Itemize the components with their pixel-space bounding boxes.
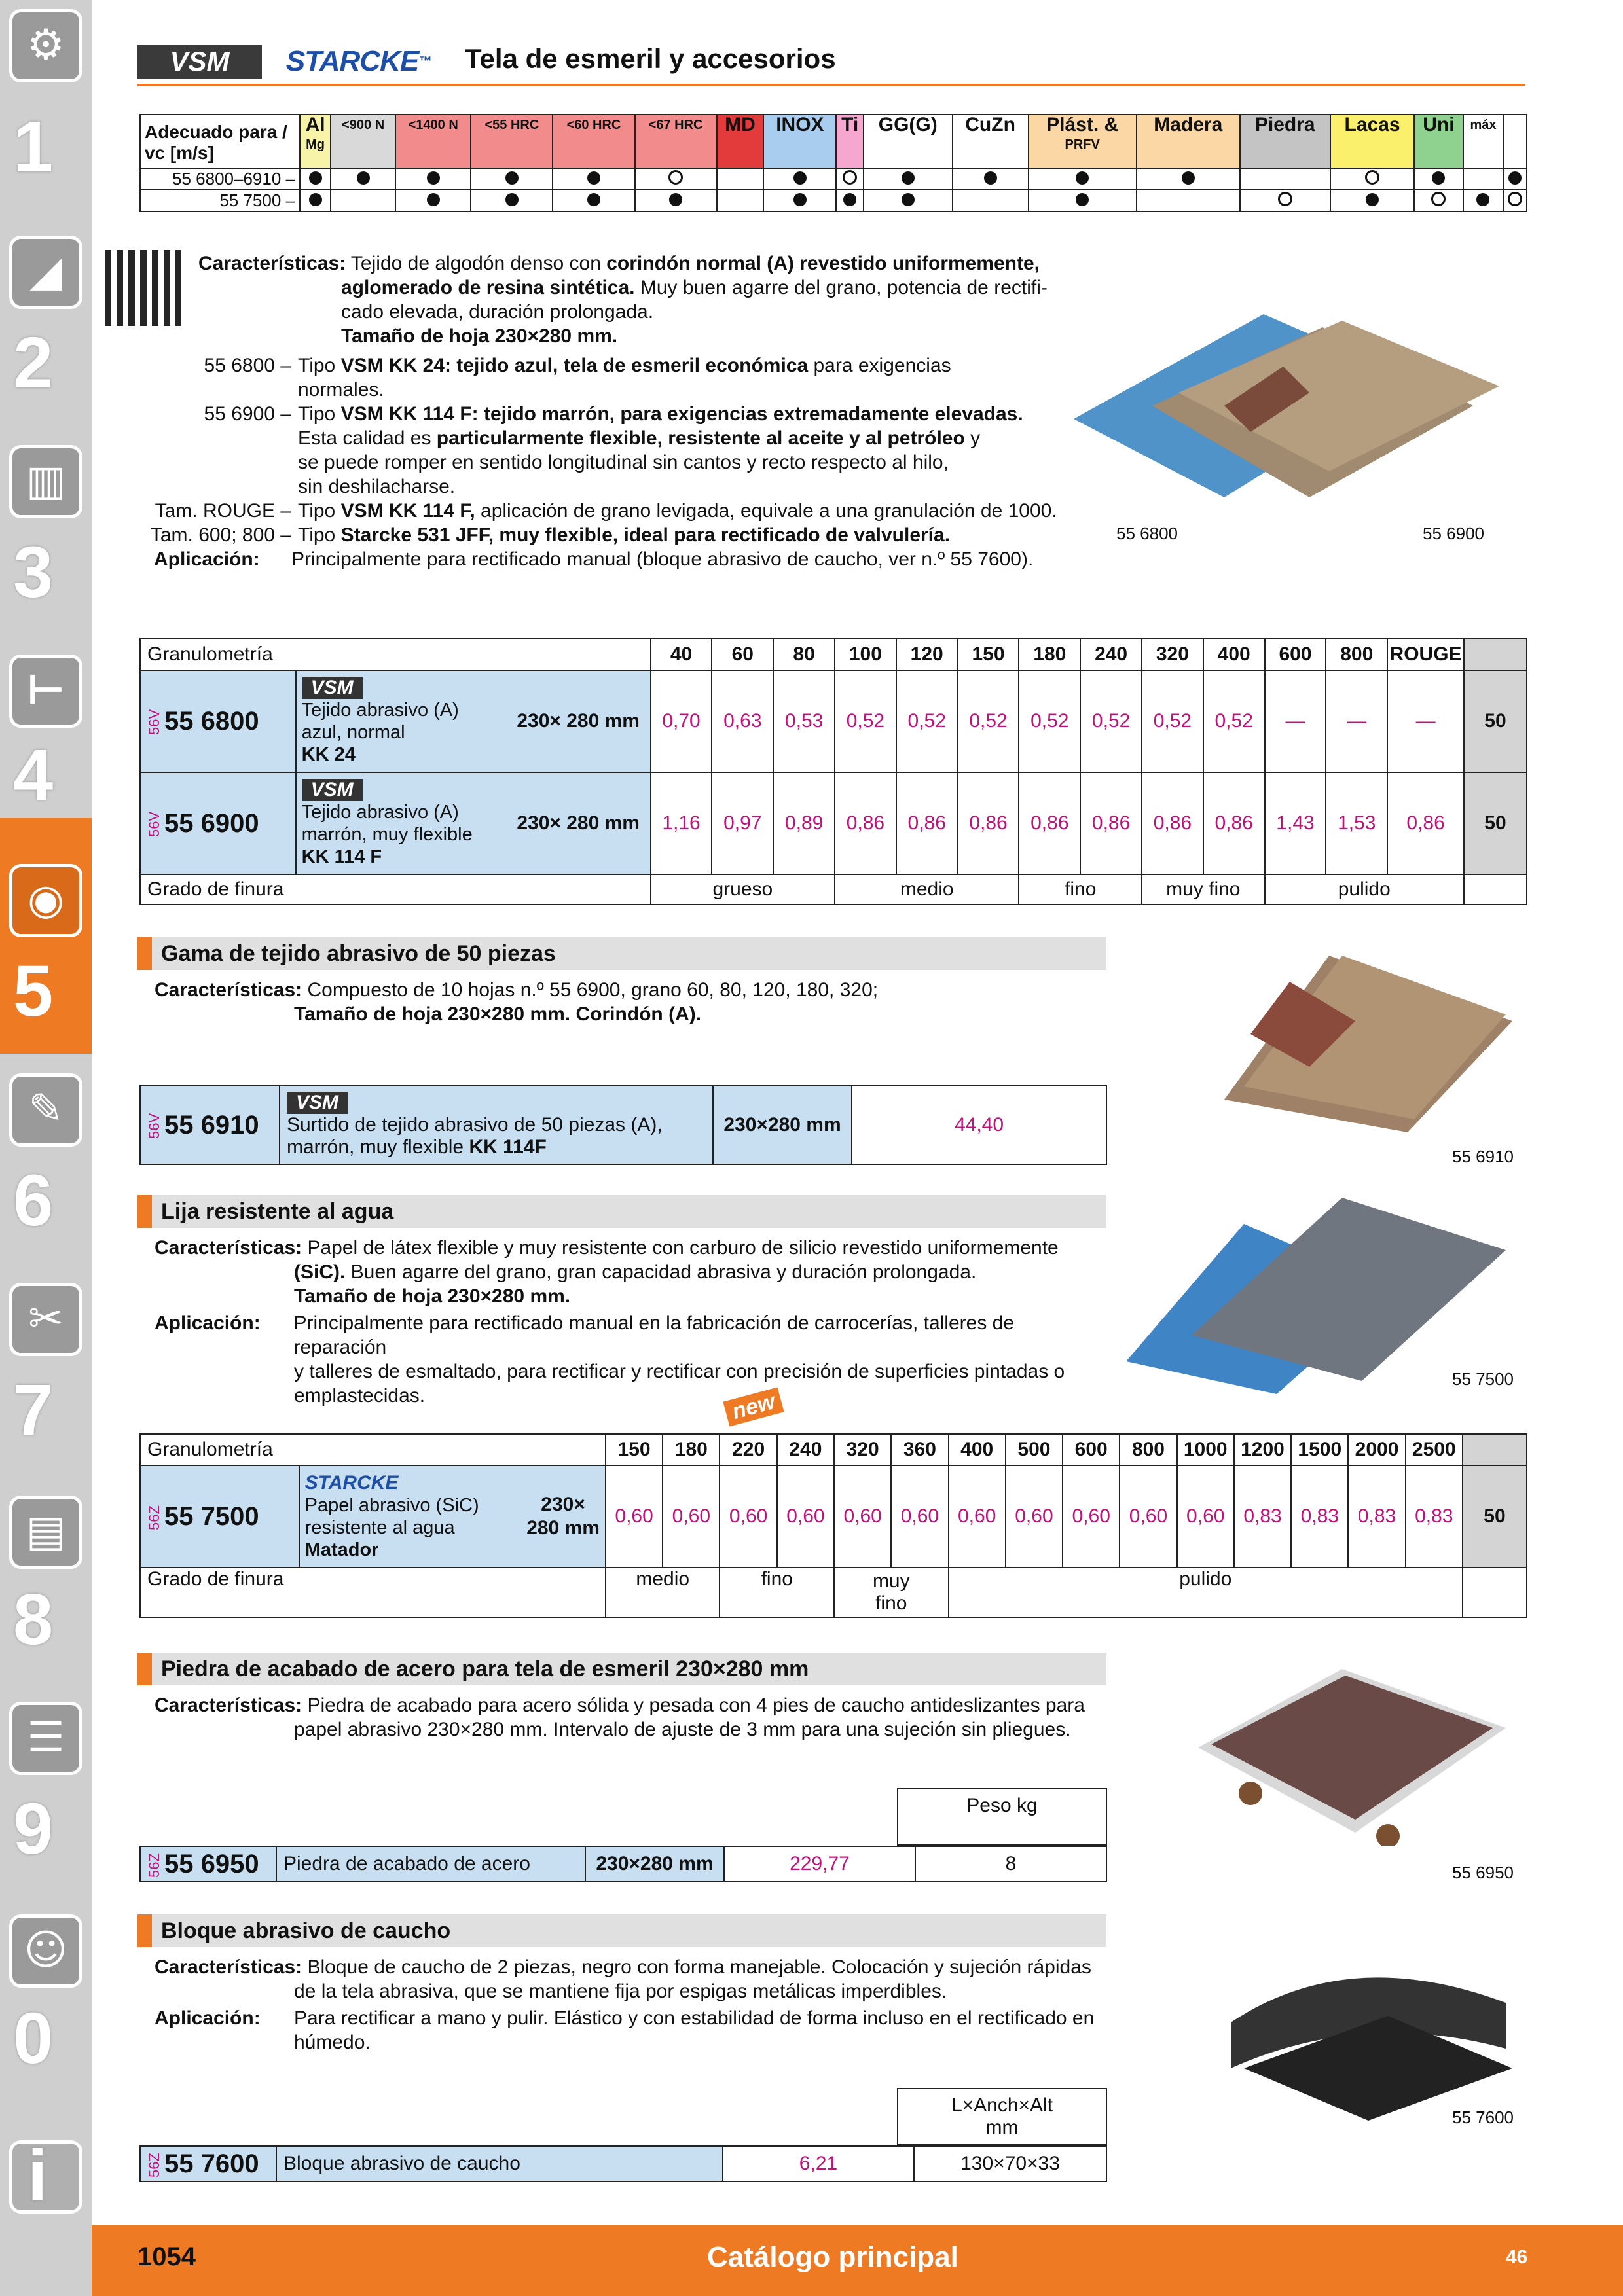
chapter-tab-2[interactable] [0,216,92,425]
drill-icon: ⚙ [9,9,82,82]
price: 229,77 [724,1846,915,1882]
price: 0,86 [1142,772,1203,874]
price: 1,53 [1326,772,1387,874]
product-row: 56V55 6800 VSM Tejido abrasivo (A) azul, normal KK 24 230× 280 mm 0,70 0,63 0,53 0,52 0,52 0,52 0,52 0,52 0,52 0,52 — — — 50 [140,670,1527,772]
suitable-dot-icon [505,193,519,206]
suitable-dot-icon [1182,171,1195,185]
suitability-row-label: 55 6800–6910 – [140,168,300,190]
suitable-dot-icon [1076,193,1089,206]
suitability-label: Adecuado para / vc [m/s] [140,115,300,168]
article-number: 55 7500 [164,1501,259,1531]
photo-caption: 55 7600 [1452,2108,1514,2127]
article-number: 55 7600 [164,2149,259,2178]
chapter-tab-3[interactable] [0,425,92,635]
material-column-2: <1400 N [395,115,471,168]
grit-size: 2000 [1348,1434,1405,1465]
suitable-dot-icon [427,193,440,206]
price: 0,52 [896,670,958,772]
description-block: Características: Tejido de algodón denso con corindón normal (A) revestido uniformemente, aglomerado de resina sintética. Muy buen agarre del grano, potencia de rectifi- cado elevada, duración prolongada. Tamaño de hoja 230×280 mm. [198,253,1048,347]
conditionally-suitable-icon [668,170,683,185]
grit-size: 240 [777,1434,834,1465]
vsm-logo: VSM [302,677,363,699]
chapter-tab-6[interactable] [0,1060,92,1270]
price: 0,52 [835,670,896,772]
chapter-tab-0[interactable] [0,1898,92,2108]
fineness-label: Grado de finura [140,874,651,905]
catalog-title: Catálogo principal [707,2241,958,2273]
supplier-code: 56Z [146,1505,162,1530]
suitable-dot-icon [1508,171,1522,185]
price: 0,83 [1291,1465,1348,1568]
section-description: Características: Compuesto de 10 hojas n.º 55 6900, grano 60, 80, 120, 180, 320; Tamaño de hoja 230×280 mm. Corindón (A). [155,979,879,1025]
photo-caption: 55 6910 [1452,1147,1514,1166]
grit-size: 600 [1265,639,1326,670]
chapter-number: 3 [13,532,54,613]
material-column-12: Madera [1137,115,1240,168]
suitability-row-label: 55 7500 – [140,190,300,211]
price: 0,86 [896,772,958,874]
price: 1,43 [1265,772,1326,874]
conditionally-suitable-icon [1278,192,1292,206]
suitable-dot-icon [1432,171,1445,185]
grit-size: ROUGE [1387,639,1464,670]
grit-header-label: Granulometría [140,1434,606,1465]
section-header: Lija resistente al agua [137,1195,1106,1228]
price: 0,97 [712,772,773,874]
grit-size: 240 [1080,639,1142,670]
chapter-tab-7[interactable] [0,1270,92,1479]
suitable-dot-icon [1366,193,1379,206]
price: 0,53 [773,670,835,772]
conditionally-suitable-icon [1508,192,1522,206]
material-column-15: Uni [1414,115,1463,168]
workshop-cabinet-icon: ☰ [9,1702,82,1775]
suitable-dot-icon [587,171,600,185]
page-title: Tela de esmeril y accesorios [465,43,836,74]
price-table-paper [139,1433,1527,1618]
article-number: 55 6900 [164,808,259,838]
safety-icon: ☺ [9,1914,82,1988]
grit-size: 80 [773,639,835,670]
suitable-dot-icon [902,171,915,185]
price: 0,63 [712,670,773,772]
price: 0,86 [1080,772,1142,874]
price: 0,60 [949,1465,1006,1568]
material-column-0: Al Mg [300,115,331,168]
material-column-3: <55 HRC [471,115,553,168]
grit-size: 120 [896,639,958,670]
grit-size: 60 [712,639,773,670]
waterproof-paper-photo [1113,1198,1519,1394]
grit-size: 1500 [1291,1434,1348,1465]
suitable-dot-icon [309,171,322,185]
chapter-tab-1[interactable] [0,0,92,209]
info-letter: i [27,2136,48,2216]
grit-header-label: Granulometría [140,639,651,670]
suitable-dot-icon [1076,171,1089,185]
grit-size: 2500 [1406,1434,1463,1465]
grit-size: 800 [1326,639,1387,670]
chapter-tab-9[interactable] [0,1689,92,1898]
grit-size: 400 [949,1434,1006,1465]
hand-tools-icon: ✎ [9,1073,82,1147]
weight: 8 [915,1846,1106,1882]
suitable-dot-icon [505,171,519,185]
chapter-tab-info[interactable] [0,2121,92,2225]
fineness-grade: muy fino [1142,874,1265,905]
suitable-dot-icon [793,171,807,185]
price: 0,60 [663,1465,720,1568]
chapter-sidebar [0,0,92,2296]
grit-size: 40 [651,639,712,670]
material-column-17 [1503,115,1527,168]
toolbox-icon: ▤ [9,1496,82,1569]
grit-header-row [140,639,1527,670]
photo-caption: 55 6950 [1452,1863,1514,1882]
chapter-number: 5 [13,951,54,1031]
price: 0,60 [834,1465,891,1568]
price: 0,86 [958,772,1019,874]
suitability-row [140,168,1527,190]
suitable-dot-icon [843,193,856,206]
section-header: Bloque abrasivo de caucho [137,1914,1106,1947]
grit-size: 360 [891,1434,948,1465]
chapter-tab-8[interactable] [0,1479,92,1689]
section-description: Características: Bloque de caucho de 2 piezas, negro con forma manejable. Colocación y sujeción rápidas de la tela abrasiva, que se mantiene fija por espigas metálicas imperdibles. Aplicación: Para rectificar a mano y pulir. Elástico y con estabilidad de forma incluso en el rectificado en húmedo. [155,1956,1095,2053]
price: — [1387,670,1464,772]
chapter-number: 2 [13,323,54,403]
price: 0,70 [651,670,712,772]
suitable-dot-icon [1476,193,1489,206]
grit-size: 1200 [1234,1434,1291,1465]
price: 0,52 [1080,670,1142,772]
fineness-grade: pulido [949,1568,1463,1617]
article-number: 55 6800 [164,706,259,736]
vsm-logo: VSM [302,779,363,801]
conditionally-suitable-icon [843,170,857,185]
grit-size: 150 [958,639,1019,670]
photo-caption: 55 6800 [1116,524,1178,543]
fineness-grade: fino [720,1568,834,1617]
material-column-4: <60 HRC [553,115,634,168]
price: 0,83 [1234,1465,1291,1568]
suitable-dot-icon [309,193,322,206]
sheet-size: 230× 280 mm [521,1465,606,1568]
page-header [137,39,1525,85]
qr-code[interactable] [105,250,181,326]
material-column-1: <900 N [331,115,395,168]
pack-quantity-icon [1464,639,1527,670]
price: 1,16 [651,772,712,874]
fineness-label: Grado de finura [140,1568,606,1617]
material-column-10: CuZn [953,115,1029,168]
chapter-number: 4 [13,735,54,816]
price: 0,60 [1063,1465,1120,1568]
article-number: 55 6910 [164,1110,259,1139]
chapter-page-number: 46 [1506,2246,1528,2268]
abrasive-set-photo [1211,942,1519,1139]
grit-size: 1000 [1177,1434,1234,1465]
grit-size: 100 [835,639,896,670]
price: 0,60 [1177,1465,1234,1568]
material-column-16: máx [1463,115,1504,168]
photo-caption: 55 6900 [1423,524,1484,543]
price: — [1326,670,1387,772]
grit-size: 220 [720,1434,776,1465]
chapter-number: 7 [13,1370,54,1450]
measuring-icon: ⊢ [9,655,82,728]
conditionally-suitable-icon [1365,170,1379,185]
chapter-number: 8 [13,1579,54,1660]
product-row: 56Z55 7500 STARCKE Papel abrasivo (SiC) resistente al agua Matador 230× 280 mm 0,60 0,60 0,60 0,60 0,60 0,60 0,60 0,60 0,60 0,60 0,60 0,83 0,83 0,83 0,83 50 [140,1465,1527,1568]
starcke-logo: STARCKE™ [285,45,431,77]
pliers-icon: ✂ [9,1283,82,1356]
emery-cloth-photo [1048,288,1519,524]
material-column-8: Ti [836,115,863,168]
chapter-number: 9 [13,1789,54,1869]
suitable-dot-icon [984,171,997,185]
dimension-header: L×Anch×Alt mm [897,2088,1107,2145]
finishing-stone-photo [1192,1662,1519,1846]
price-table-cloth [139,638,1527,905]
grit-size: 320 [834,1434,891,1465]
price: 0,83 [1406,1465,1463,1568]
price: 0,52 [1203,670,1265,772]
product-row: 56V55 6900 VSM Tejido abrasivo (A) marrón, muy flexible KK 114 F 230× 280 mm 1,16 0,97 0,89 0,86 0,86 0,86 0,86 0,86 0,86 0,86 1,43 1,53 0,86 50 [140,772,1527,874]
price: 44,40 [852,1086,1106,1164]
material-column-9: GG(G) [864,115,953,168]
material-column-14: Lacas [1330,115,1414,168]
chapter-number: 0 [13,1998,54,2079]
price: 0,60 [720,1465,776,1568]
type-list: 55 6800 – Tipo VSM KK 24: tejido azul, tela de esmeril económica para exigencias normales. 55 6900 – Tipo VSM KK 114 F: tejido marrón, para exigencias extremadamente elevadas. Esta calidad es particularmente flexible, resistente al aceite y al petróleo y se puede romper en sentido longitudinal sin cantos y recto respecto al hilo, sin deshilacharse. Tam. ROUGE – Tipo VSM KK 114 F, aplicación de grano levigada, equivale a una granulación de 1000. Tam. 600; 800 – Tipo Starcke 531 JFF, muy flexible, ideal para rectificado de valvulería. Aplicación: Principalmente para rectificado manual (bloque abrasivo de caucho, ver n.º 55 7600). [150,355,1057,570]
price: 6,21 [723,2146,914,2181]
page-footer [92,2225,1623,2296]
rubber-block-photo [1218,1937,1519,2127]
vsm-logo: VSM [287,1092,348,1114]
suitable-dot-icon [587,193,600,206]
conditionally-suitable-icon [1431,192,1446,206]
grit-size: 600 [1063,1434,1120,1465]
photo-caption: 55 7500 [1452,1369,1514,1389]
suitable-dot-icon [669,193,682,206]
vsm-logo: VSM [137,45,262,79]
price-table-set: 56V55 6910 VSM Surtido de tejido abrasivo de 50 piezas (A), marrón, muy flexible KK 114F 230×280 mm 44,40 [139,1085,1107,1165]
pack-quantity: 50 [1463,1465,1527,1568]
price: 0,52 [1019,670,1080,772]
chapter-tab-5[interactable] [0,818,92,1054]
header-rule [137,84,1525,86]
fineness-grade: fino [1019,874,1142,905]
price: 0,89 [773,772,835,874]
suitable-dot-icon [427,171,440,185]
grit-size: 150 [606,1434,663,1465]
price: 0,60 [1006,1465,1063,1568]
pack-quantity: 50 [1464,670,1527,772]
page-number: 1054 [137,2242,196,2271]
price: 0,83 [1348,1465,1405,1568]
suitability-table [139,114,1527,212]
grit-size: 320 [1142,639,1203,670]
grit-size: 180 [1019,639,1080,670]
sheet-size: 230× 280 mm [507,772,651,874]
suitability-row [140,190,1527,211]
chapter-number: 6 [13,1160,54,1241]
supplier-code: 56V [146,709,162,735]
price: 0,86 [835,772,896,874]
sheet-size: 230× 280 mm [507,670,651,772]
chapter-number: 1 [13,107,54,187]
article-number: 55 6950 [164,1849,259,1878]
section-description: Características: Papel de látex flexible y muy resistente con carburo de silicio revestido uniformemente (SiC). Buen agarre del grano, gran capacidad abrasiva y duración prolongada. Tamaño de hoja 230×280 mm. Aplicación: Principalmente para rectificado manual en la fabricación de carrocerías, talleres de reparación y talleres de esmaltado, para rectificar y rectificar con precisión de superficies pintadas o emplastecidas. [155,1237,1065,1407]
price: 0,86 [1387,772,1464,874]
fineness-grade: grueso [651,874,835,905]
price: 0,60 [1120,1465,1176,1568]
material-column-11: Plást. & PRFV [1029,115,1137,168]
section-header: Piedra de acabado de acero para tela de esmeril 230×280 mm [137,1653,1106,1685]
price: — [1265,670,1326,772]
grit-size: 180 [663,1434,720,1465]
pack-quantity: 50 [1464,772,1527,874]
fineness-row [140,1568,1527,1617]
price: 0,60 [891,1465,948,1568]
fineness-row [140,874,1527,905]
starcke-logo: STARCKE [304,1472,399,1494]
price-table-stone: 56Z55 6950 Piedra de acabado de acero 230×280 mm 229,77 8 [139,1846,1107,1882]
fineness-grade: medio [835,874,1019,905]
grit-size: 500 [1006,1434,1063,1465]
price: 0,60 [606,1465,663,1568]
price: 0,60 [777,1465,834,1568]
section-header: Gama de tejido abrasivo de 50 piezas [137,937,1106,970]
suitable-dot-icon [902,193,915,206]
material-column-5: <67 HRC [635,115,717,168]
grinding-disc-icon: ◉ [9,864,82,937]
price-table-block: 56Z55 7600 Bloque abrasivo de caucho 6,21 130×70×33 [139,2145,1107,2182]
suitable-dot-icon [357,171,370,185]
dimensions: 130×70×33 [914,2146,1106,2181]
price: 0,86 [1203,772,1265,874]
section-description: Características: Piedra de acabado para acero sólida y pesada con 4 pies de caucho antideslizantes para papel abrasivo 230×280 mm. Intervalo de ajuste de 3 mm para una sujeción sin pliegues. [155,1695,1085,1740]
grit-size: 400 [1203,639,1265,670]
price: 0,52 [1142,670,1203,772]
fineness-grade: muy fino [834,1568,949,1617]
grit-size: 800 [1120,1434,1176,1465]
chapter-tab-4[interactable] [0,635,92,818]
new-badge: new [723,1388,784,1427]
supplier-code: 56V [146,811,162,837]
cutting-tool-icon: ◢ [9,236,82,309]
weight-header: Peso kg [897,1788,1107,1846]
pack-quantity-icon [1463,1434,1527,1465]
fineness-grade: pulido [1265,874,1464,905]
grit-header-row [140,1434,1527,1465]
price: 0,52 [958,670,1019,772]
clamping-icon: ▥ [9,445,82,518]
fineness-grade: medio [606,1568,720,1617]
suitable-dot-icon [793,193,807,206]
material-column-13: Piedra [1240,115,1330,168]
price: 0,86 [1019,772,1080,874]
material-column-7: INOX [763,115,836,168]
material-column-6: MD [717,115,764,168]
